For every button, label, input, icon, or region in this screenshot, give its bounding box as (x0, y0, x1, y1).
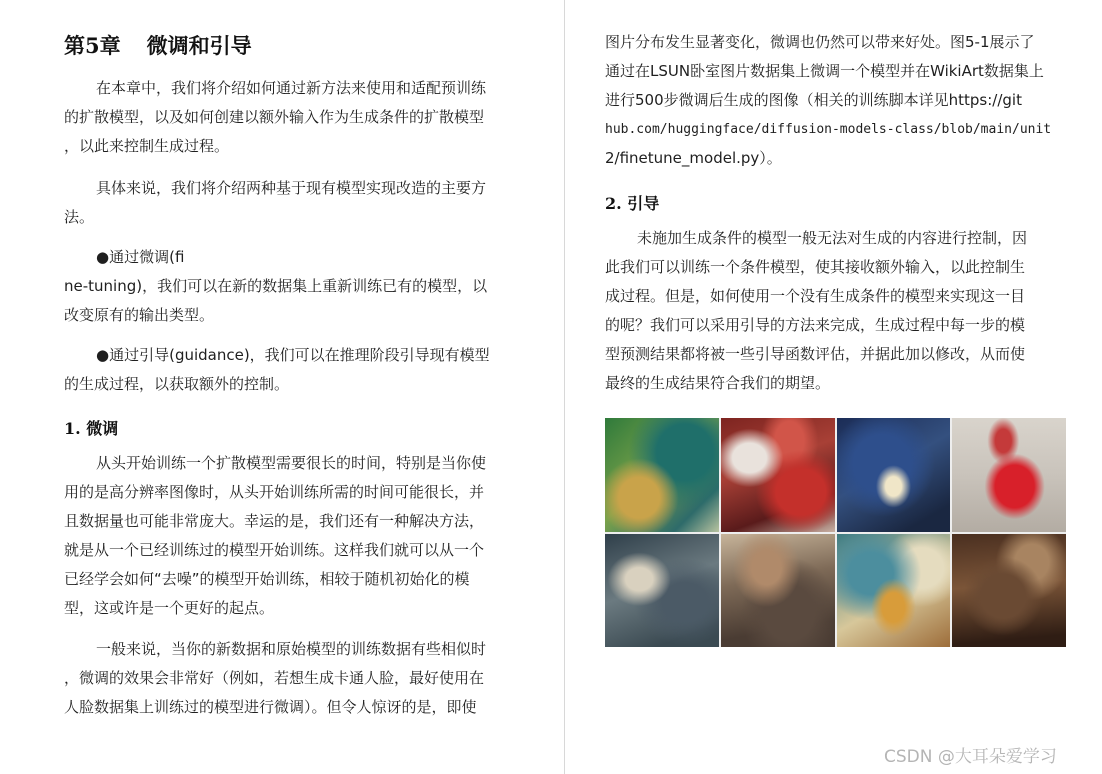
paragraph-line: 此我们可以训练一个条件模型，使其接收额外输入，以此控制生 (605, 258, 1026, 276)
paragraph-line: 且数据量也可能非常庞大。幸运的是，我们还有一种解决方法， (64, 512, 485, 530)
paragraph-line: 的扩散模型，以及如何创建以额外输入作为生成条件的扩散模型 (64, 108, 485, 126)
generated-image-tile (952, 534, 1066, 648)
generated-image-tile (837, 534, 951, 648)
paragraph-line: 用的是高分辨率图像时，从头开始训练所需的时间可能很长，并 (64, 483, 485, 501)
generated-image-tile (952, 418, 1066, 532)
paragraph-line: ，以此来控制生成过程。 (64, 137, 230, 155)
section-heading-finetune: 1. 微调 (64, 419, 119, 438)
csdn-watermark: CSDN @大耳朵爱学习 (884, 747, 1057, 767)
paragraph-line: 在本章中，我们将介绍如何通过新方法来使用和适配预训练 (96, 79, 487, 97)
paragraph-line: 进行500步微调后生成的图像（相关的训练脚本详见https://git (605, 91, 1022, 109)
paragraph-line: 法。 (64, 208, 95, 226)
paragraph-line: 就是从一个已经训练过的模型开始训练。这样我们就可以从一个 (64, 541, 485, 559)
paragraph-line: 一般来说，当你的新数据和原始模型的训练数据有些相似时 (96, 640, 487, 658)
paragraph-line: 的生成过程，以获取额外的控制。 (64, 375, 290, 393)
paragraph-line: 最终的生成结果符合我们的期望。 (605, 374, 831, 392)
url-line: 2/finetune_model.py）。 (605, 149, 782, 167)
paragraph-line: 已经学会如何“去噪”的模型开始训练，相较于随机初始化的模 (64, 570, 470, 588)
paragraph-line: 型预测结果都将被一些引导函数评估，并据此加以修改，从而使 (605, 345, 1026, 363)
paragraph-line: 从头开始训练一个扩散模型需要很长的时间，特别是当你使 (96, 454, 487, 472)
page-divider (564, 0, 565, 774)
section-heading-guidance: 2. 引导 (605, 194, 660, 213)
paragraph-line: ne-tuning)，我们可以在新的数据集上重新训练已有的模型，以 (64, 277, 488, 295)
paragraph-line: 图片分布发生显著变化，微调也仍然可以带来好处。图5-1展示了 (605, 33, 1035, 51)
paragraph-line: 通过在LSUN卧室图片数据集上微调一个模型并在WikiArt数据集上 (605, 62, 1044, 80)
generated-image-tile (605, 534, 719, 648)
paragraph-line: 成过程。但是，如何使用一个没有生成条件的模型来实现这一目 (605, 287, 1026, 305)
generated-image-tile (721, 418, 835, 532)
paragraph-line: 的呢？我们可以采用引导的方法来完成，生成过程中每一步的模 (605, 316, 1026, 334)
chapter-title (64, 30, 252, 60)
figure-image-grid (605, 418, 1066, 647)
generated-image-tile (837, 418, 951, 532)
bullet-line: ●通过引导(guidance)，我们可以在推理阶段引导现有模型 (96, 346, 490, 364)
generated-image-tile (721, 534, 835, 648)
paragraph-line: 具体来说，我们将介绍两种基于现有模型实现改造的主要方 (96, 179, 487, 197)
generated-image-tile (605, 418, 719, 532)
paragraph-line: 未施加生成条件的模型一般无法对生成的内容进行控制，因 (637, 229, 1028, 247)
paragraph-line: 改变原有的输出类型。 (64, 306, 215, 324)
paragraph-line: ，微调的效果会非常好（例如，若想生成卡通人脸，最好使用在 (64, 669, 485, 687)
url-line: hub.com/huggingface/diffusion-models-class/blob/main/unit (605, 122, 1052, 137)
bullet-line: ●通过微调(fi (96, 248, 185, 266)
paragraph-line: 人脸数据集上训练过的模型进行微调）。但令人惊讶的是，即使 (64, 698, 477, 716)
chapter-number: 第5章 (64, 33, 121, 58)
chapter-name: 微调和引导 (146, 33, 252, 58)
paragraph-line: 型，这或许是一个更好的起点。 (64, 599, 275, 617)
